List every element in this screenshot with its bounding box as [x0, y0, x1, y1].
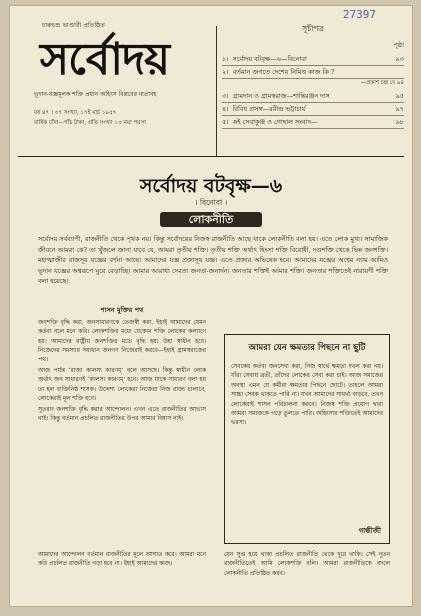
toc-item-number: ২। — [222, 68, 229, 76]
quote-box — [224, 334, 390, 544]
founder-line: চারুচন্দ্র ভাণ্ডারী প্রতিষ্ঠিত — [42, 22, 105, 29]
quote-box-body: সেবকের কর্তব্য জনসেবা করা, নিজ স্বার্থে ক্ষমতা দখল করা নয়। যাঁরা সেবায় ব্রতী, তাঁদের লোকের সেবা করা চাই। আজ সমাজের অবস্থা এমন যে কর্মীরা ক্ষমতার পিছনে ছোটে। তাহলে আমরা সাচ্চা সেবক থাকতে পারি না। যখন আমাদের সামর্থ্য বাড়বে, তখন লোকেরাই শাসন পরিচালনা করবে। নিজস্ব শক্তি প্রয়োগ দ্বারা আমরা সমাজকে গড়ে তুলতে পারি। অহিংসার শক্তিতেই আমাদের ভরসা। — [231, 364, 383, 427]
article-intro: সর্বোদয় সর্বব্যাপী, রাজনীতি থেকে পৃথক নয়। কিন্তু সর্বোদয়ের নিজস্ব রাজনীতি আছে যাকে লোকনীতি বলা হয়। এতে লোক মুখ্য। সামাজিক জীবনে আমরা কে? তা খুঁজলে জানা যাবে যে, আমরা তৃতীয় শক্তি। তৃতীয় শক্তি অর্থাৎ হিংসা শক্তি বিরোধী, দণ্ডশক্তি থেকে ভিন্ন জনশক্তি। মহাত্মাজীর রাজসূয় যজ্ঞের বর্ণনা আছে। আমাদের যজ্ঞ প্রজাসূয় যজ্ঞ। এতে প্রজার অভিষেক হবে। আমাদের যজ্ঞের অশ্বের ন্যায় আমিও ভূদান যজ্ঞের অশ্বরূপে ঘুরে বেড়াচ্ছি। আমার আরাধ্য দেবতা জনতা-জনার্দন। জনতার শক্তিই আমার শক্তি। জনতার শক্তিতেই নারায়ণী শক্তি বলা হয়েছে। — [38, 235, 388, 286]
issue-info: বর্ষ ৪৭ । ৩৭ সংখ্যা, ১৭ই মার্চ ১৯৫৭ — [34, 110, 117, 116]
paragraph: সুতরাং জনশক্তি বৃদ্ধি করার আন্দোলন। এখন এতে রাজনীতির আভাস নাই। কিন্তু বর্তমান প্রচলিত রাজনীতির উপর আমার বিশ্বাস নাই। — [38, 407, 206, 423]
toc-item-number: ১। — [222, 55, 229, 63]
quote-box-signature: গান্ধীজী — [358, 526, 381, 535]
paragraph: আজ পর্যন্ত ‘রাজা কালস্য কারণম্’ বলে আসছে। কিন্তু স্বাধীন লোক অর্থাৎ জন সাধারণই ‘কালস্য কারণম্’ হবে। আজ যাকে সাধারণ বলা হয় তা হল ব্যক্তিনিষ্ঠ শাসক। উদ্দেশ্য লোকেরা নিজেরা নিজ রাজ্য চালাবে, লোকেরাই মূল শক্তি হবে। — [38, 368, 206, 402]
masthead — [20, 20, 220, 150]
toc-item[interactable] — [222, 103, 404, 116]
masthead-divider — [216, 26, 217, 156]
toc-item[interactable] — [222, 116, 404, 129]
bottom-left-text: আমাদের আন্দোলন বর্তমান রাজনীতির মূলে আঘাত করে। আমরা মনে করি প্রচলিত রাজনীতি গড়া হবে না। ইহাই আমাদের কাজ। — [38, 552, 206, 568]
toc-item-page — [390, 68, 404, 76]
subheading: শাসন মুক্তির পথ — [100, 306, 144, 314]
archive-stamp: 27397 — [342, 8, 376, 21]
toc-item-text: গ্রামদান ও গ্রামস্বরাজ—শান্তিরঞ্জন দাস — [232, 92, 330, 100]
toc-item-text: বিবিধ প্রসঙ্গ—রবীন্দ্র ভট্টাচার্য — [232, 105, 306, 113]
table-of-contents — [222, 24, 404, 129]
toc-item[interactable] — [222, 53, 404, 66]
toc-item-text: সর্বোদয় বটবৃক্ষ—৬—বিনোবা — [232, 55, 307, 63]
article-author: । বিনোবা । — [194, 198, 228, 207]
toc-item-text: কই সেবাকুঞ্জ ও গোহাল সংবাদ— — [232, 118, 318, 126]
quote-box-title: আমরা যেন ক্ষমতার পিছনে না ছুটি — [248, 343, 366, 353]
bottom-right-text: যেন সুপ্ত হয়ে থাকা প্রচলিত রাজনীতি থেকে দূরে থাকি। সেই নূতন রাজনীতিতেই আমি লোকশক্তি বলি। আমরা রাজনীতিকে বদলে লোকনীতি প্রতিষ্ঠিত করব। — [224, 552, 390, 577]
section-heading: লোকনীতি — [160, 212, 262, 227]
toc-item-page: ৯৭ — [395, 105, 404, 113]
paragraph: জনশক্তি বৃদ্ধি করা, জনসাধারণকে তেজস্বী করা, ইহাই আমাদের যেমন কর্তব্য বলে মনে করি। লোকশক্তির মধ্যে যেকোন শক্তি লোকের কল্যাণে হয়। আমাদের রাষ্ট্রীয় জনশক্তির মতে বৃদ্ধি হয়। উহা স্বাধীন হবে। নিজেদের সমস্যার সমাধান জনগণ নিজেরাই করবে—ইহাই গ্রামস্বরাজের পথ। — [38, 320, 206, 364]
toc-item[interactable] — [222, 66, 404, 79]
tagline: ভূদান-যজ্ঞমূলক শক্তি প্রধান অহিংস বিপ্লবের বার্তাবহ — [34, 91, 157, 98]
header-rule — [18, 156, 404, 157]
toc-item-page: ৯৩ — [395, 55, 404, 63]
toc-page-header: পৃষ্ঠা — [393, 41, 404, 49]
newspaper-page — [10, 6, 412, 606]
article-title: সর্বোদয় বটবৃক্ষ—৬ — [139, 175, 283, 197]
newspaper-logo: সর্বোদয় — [40, 34, 170, 85]
toc-item-number: ৩। — [222, 92, 229, 100]
toc-item-number: ৪। — [222, 105, 229, 113]
toc-subline: —প্রকাশ চন্দ্র দে ৯৪ — [360, 80, 404, 86]
left-column — [38, 306, 206, 426]
toc-item-number: ৫। — [222, 118, 229, 126]
toc-title: সূচীপত্র — [302, 24, 324, 33]
toc-item-text: বর্তমান জগতে দেশের নিমিত্ত কাজ কি ? — [232, 68, 335, 76]
toc-item-page: ৯৫ — [395, 92, 404, 100]
price-info: বার্ষিক চাঁদা—পাঁচ টাকা, প্রতি সংখ্যা ১৩ নয়া পয়সা — [34, 120, 146, 126]
toc-item[interactable] — [222, 90, 404, 103]
toc-item-page: ৯৮ — [395, 118, 404, 126]
